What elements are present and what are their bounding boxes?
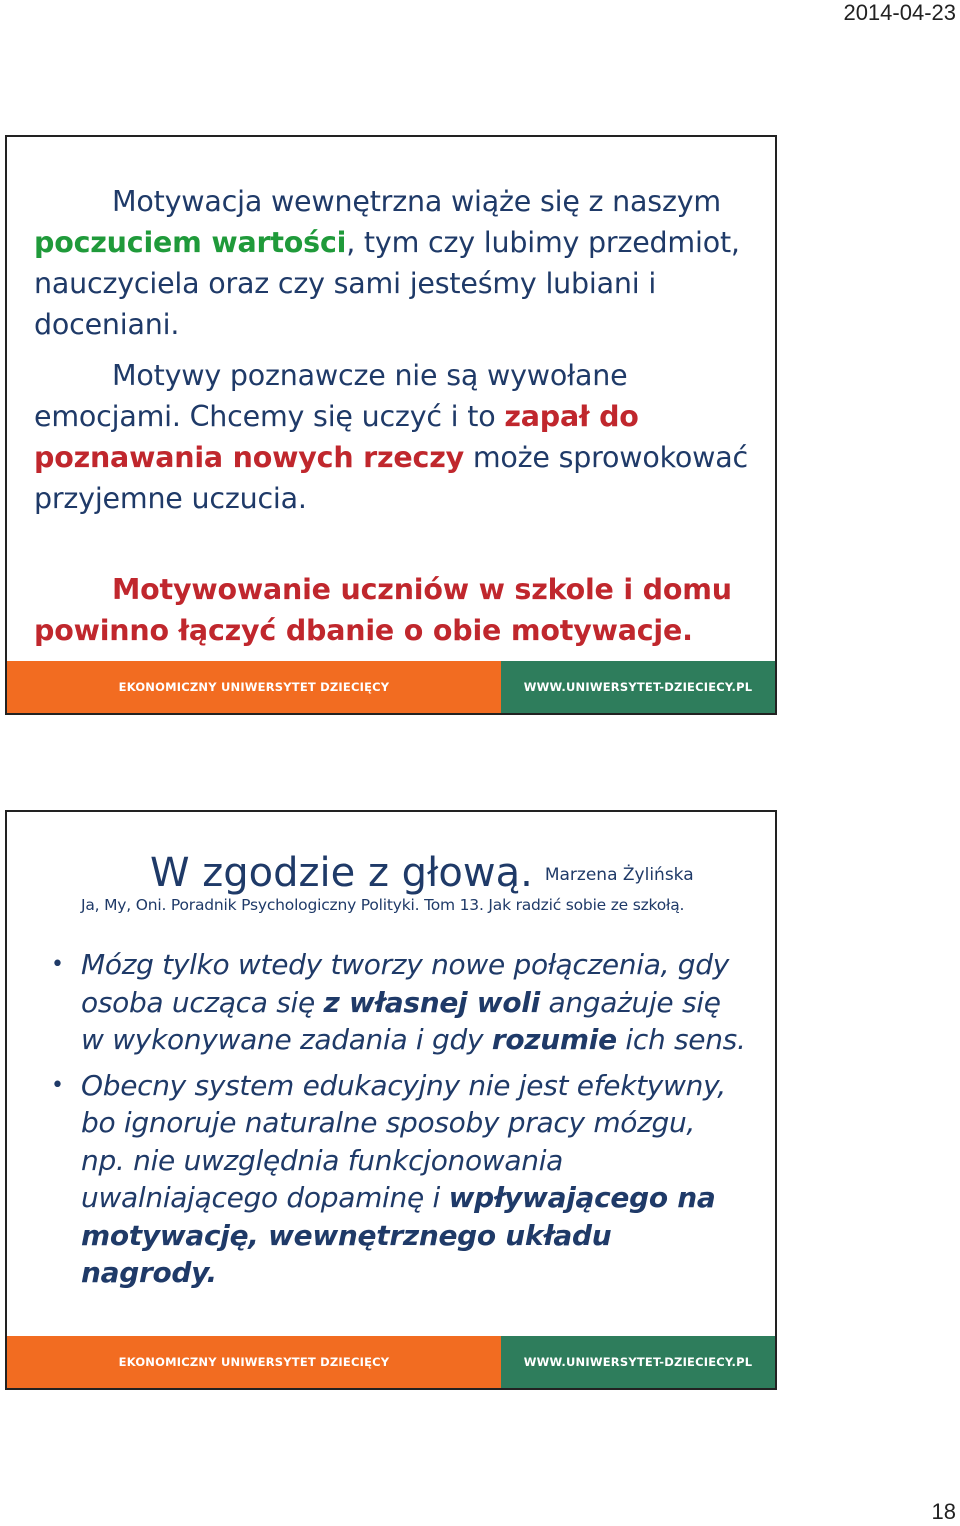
slide1-p1-highlight: poczuciem wartości <box>34 226 347 259</box>
slide-1 <box>5 135 777 715</box>
bullet1-bold-a: z własnej woli <box>323 985 540 1019</box>
slide1-p1-text-a: Motywacja wewnętrzna wiąże się z naszym <box>112 185 721 218</box>
bullet2-bold: wpływającego na motywację, wewnętrznego układu nagrody. <box>81 1181 716 1289</box>
page-number: 18 <box>931 1499 956 1524</box>
footer-org-name: EKONOMICZNY UNIWERSYTET DZIECIĘCY <box>7 1336 501 1388</box>
slide1-paragraph-2 <box>34 355 774 519</box>
list-item <box>47 1067 747 1292</box>
bullet1-text-c: ich sens. <box>616 1023 746 1056</box>
bullet-icon: • <box>51 1072 64 1098</box>
footer-org-name: EKONOMICZNY UNIWERSYTET DZIECIĘCY <box>7 661 501 713</box>
slide-2 <box>5 810 777 1390</box>
slide1-p3-text: Motywowanie uczniów w szkole i domu powinno łączyć dbanie o obie motywacje. <box>34 573 732 647</box>
bullet1-text-b: angażuje się w wykonywane zadania i gdy <box>81 985 721 1056</box>
slide2-title-text: W zgodzie z głową. <box>150 850 533 896</box>
bullet1-bold-b: rozumie <box>491 1023 617 1056</box>
slide1-paragraph-3 <box>34 569 774 651</box>
bullet-icon: • <box>51 952 64 977</box>
slide1-footer <box>7 661 775 713</box>
slide1-p2-text-b: może sprowokować przyjemne uczucia. <box>34 441 748 515</box>
slide1-p2-highlight: zapał do poznawania nowych rzeczy <box>34 400 639 474</box>
slide2-title <box>150 848 694 900</box>
slide2-reference: Ja, My, Oni. Poradnik Psychologiczny Polityki. Tom 13. Jak radzić sobie ze szkołą. <box>81 896 685 914</box>
slide2-bullet-list <box>47 946 747 1300</box>
slide1-paragraph-1 <box>34 181 774 345</box>
slide2-footer <box>7 1336 775 1388</box>
footer-website: WWW.UNIWERSYTET-DZIECIECY.PL <box>501 1336 775 1388</box>
slide1-p2-text-a: Motywy poznawcze nie są wywołane emocjami. Chcemy się uczyć i to <box>34 359 628 433</box>
list-item <box>47 946 747 1059</box>
bullet2-text-a: Obecny system edukacyjny nie jest efektywny, bo ignoruje naturalne sposoby pracy mózgu, np. nie uwzględnia funkcjonowania uwalniającego dopaminę i <box>81 1068 726 1214</box>
slide2-author: Marzena Żylińska <box>544 865 694 885</box>
bullet1-text-a: Mózg tylko wtedy tworzy nowe połączenia, gdy osoba ucząca się <box>81 948 729 1019</box>
page-date: 2014-04-23 <box>843 0 956 25</box>
footer-website: WWW.UNIWERSYTET-DZIECIECY.PL <box>501 661 775 713</box>
slide1-p1-text-b: , tym czy lubimy przedmiot, nauczyciela oraz czy sami jesteśmy lubiani i doceniani. <box>34 226 740 341</box>
